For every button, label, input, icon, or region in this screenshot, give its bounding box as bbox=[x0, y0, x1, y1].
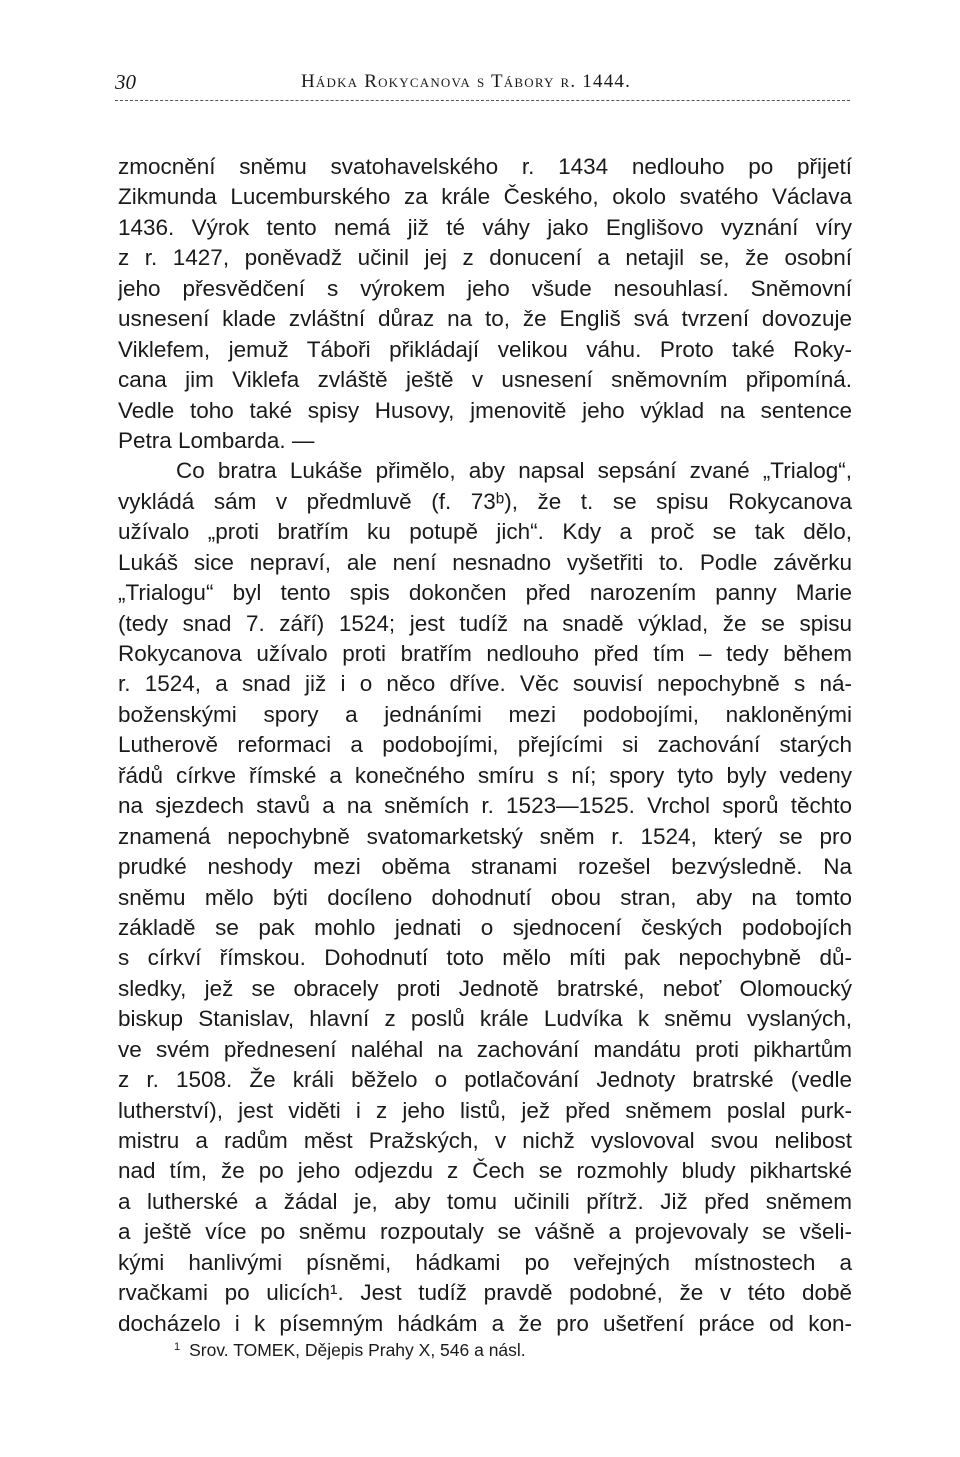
text-line: z r. 1427, poněvadž učinil jej z donucení a netajil se, že osobní bbox=[118, 245, 852, 271]
text-line: s církví římskou. Dohodnutí toto mělo míti pak nepochybně dů- bbox=[118, 945, 852, 971]
text-line: biskup Stanislav, hlavní z poslů krále Ludvíka k sněmu vyslaných, bbox=[118, 1006, 852, 1032]
text-line: na sjezdech stavů a na sněmích r. 1523—1525. Vrchol sporů těchto bbox=[118, 793, 852, 819]
text-line: r. 1524, a snad již i o něco dříve. Věc souvisí nepochybně s ná- bbox=[118, 671, 852, 697]
footnote bbox=[174, 1340, 526, 1361]
text-line: Rokycanova užívalo proti bratřím nedlouho před tím – tedy během bbox=[118, 641, 852, 666]
text-line: cana jim Viklefa zvláště ještě v usnesení sněmovním připomíná. bbox=[118, 367, 852, 393]
text-line: užívalo „proti bratřím ku potupě jich“. Kdy a proč se tak dělo, bbox=[118, 519, 852, 545]
text-line: Lukáš sice nepraví, ale není nesnadno vyšetřiti to. Podle závěrku bbox=[118, 549, 852, 575]
text-line: sledky, jež se obracely proti Jednotě bratrské, neboť Olomoucký bbox=[118, 975, 852, 1001]
text-line: lutherství), jest viděti i z jeho listů, jež před sněmem poslal purk- bbox=[118, 1097, 852, 1123]
text-line: jeho přesvědčení s výrokem jeho všude nesouhlasí. Sněmovní bbox=[118, 275, 852, 301]
text-line: boženskými spory a jednáními mezi podobojími, nakloněnými bbox=[118, 701, 852, 727]
running-head bbox=[115, 70, 850, 100]
text-line: sněmu mělo býti docíleno dohodnutí obou stran, aby na tomto bbox=[118, 884, 852, 910]
text-line: a ještě více po sněmu rozpoutaly se vášně a projevovaly se všeli- bbox=[118, 1219, 852, 1245]
text-line: řádů církve římské a konečného smíru s ní; spory tyto byly vedeny bbox=[118, 762, 852, 788]
text-line: (tedy snad 7. září) 1524; jest tudíž na snadě výklad, že se spisu bbox=[118, 610, 852, 636]
text-line: 1436. Výrok tento nemá již té váhy jako Englišovo vyznání víry bbox=[118, 214, 852, 240]
text-line: docházelo i k písemným hádkám a že pro ušetření práce od kon- bbox=[118, 1310, 852, 1336]
text-line: vykládá sám v předmluvě (f. 73ᵇ), že t. se spisu Rokycanova bbox=[118, 488, 852, 514]
text-line: a lutherské a žádal je, aby tomu učinili přítrž. Již před sněmem bbox=[118, 1188, 852, 1214]
text-line: kými hanlivými písněmi, hádkami po veřejných místnostech a bbox=[118, 1249, 852, 1275]
text-line: rvačkami po ulicích¹. Jest tudíž pravdě podobné, že v této době bbox=[118, 1280, 852, 1306]
text-line: mistru a radům měst Pražských, v nichž vyslovoval svou nelibost bbox=[118, 1128, 852, 1153]
paragraph-end-line: Petra Lombarda. — bbox=[118, 427, 315, 453]
footnote-marker: 1 bbox=[174, 1341, 181, 1353]
footnote-text: Srov. TOMEK, Dějepis Prahy X, 546 a násl. bbox=[189, 1340, 526, 1360]
text-line: z r. 1508. Že králi běželo o potlačování Jednoty bratrské (vedle bbox=[118, 1067, 852, 1093]
text-line: Zikmunda Lucemburského za krále Českého, okolo svatého Václava bbox=[118, 184, 852, 210]
paragraph-start-line: Co bratra Lukáše přimělo, aby napsal sepsání zvané „Trialog“, bbox=[176, 458, 852, 484]
text-line: usnesení klade zvláštní důraz na to, že Engliš svá tvrzení dovozuje bbox=[118, 306, 852, 332]
text-line: Viklefem, jemuž Táboři přikládají velikou váhu. Proto také Roky- bbox=[118, 336, 852, 362]
text-line: nad tím, že po jeho odjezdu z Čech se rozmohly bludy pikhartské bbox=[118, 1158, 852, 1184]
text-line: základě se pak mohlo jednati o sjednocení českých podobojích bbox=[118, 914, 852, 940]
text-line: zmocnění sněmu svatohavelského r. 1434 nedlouho po přijetí bbox=[118, 154, 852, 179]
text-line: Vedle toho také spisy Husovy, jmenovitě jeho výklad na sentence bbox=[118, 397, 852, 423]
header-rule bbox=[115, 100, 850, 101]
running-title: Hádka Rokycanova s Tábory r. 1444. bbox=[301, 71, 632, 92]
text-line: znamená nepochybně svatomarketský sněm r. 1524, který se pro bbox=[118, 823, 852, 849]
text-line: „Trialogu“ byl tento spis dokončen před narozením panny Marie bbox=[118, 580, 852, 606]
text-line: prudké neshody mezi oběma stranami rozešel bezvýsledně. Na bbox=[118, 854, 852, 880]
text-line: ve svém přednesení naléhal na zachování mandátu proti pikhartům bbox=[118, 1036, 852, 1062]
page-number: 30 bbox=[115, 70, 136, 94]
body-text bbox=[118, 152, 852, 1339]
text-line: Lutherově reformaci a podobojími, přejícími si zachování starých bbox=[118, 732, 852, 758]
